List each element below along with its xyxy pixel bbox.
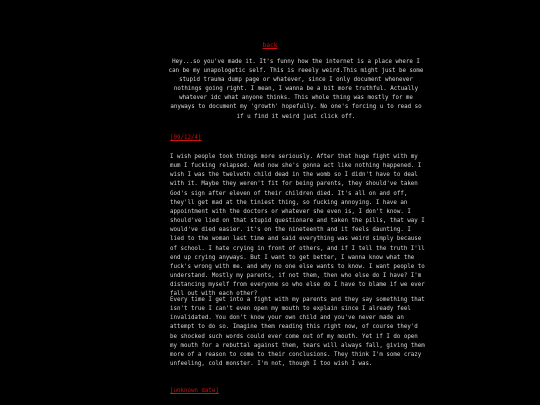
back-link[interactable]: back	[262, 42, 278, 49]
entry-paragraph: Every time I get into a fight with my parents and they say something that isn't true I can't even open my mouth to explain since I already feel invalidated. You don't know your own child and you've never made an attempt to do so. Imagine them reading this right now, of course they'd be shocked such words could ever come out of my mouth. Yet if I do open my mouth for a rebuttal against them, tears will always fall, giving them more of a reason to come to their conclusions. They think I'm some crazy unfeeling, cold monster. I'm not, though I too wish I was.	[170, 297, 425, 368]
entry-paragraph: I wish people took things more seriously. After that huge fight with my mum I fucking relapsed. And now she's gonna act like nothing happened. I wish I was the twelveth child dead in the womb so I didn't have to deal with it. Maybe they weren't fit for being parents, they should've taken God's sign after eleven of their children died. It's all on and off, they'll get mad at the tiniest thing, so fucking annoying. I have an appointment with the doctors or whatever she even is, I don't know. I should've lied on that stupid questionare and taken the pills, that way I would've died easier. it's on the nineteenth and it feels daunting. I lied to the woman last time and said everything was weird simply because of school. I hate crying in front of others, and if I tell the truth I'll end up crying anyways. But I want to get better, I wanna know what the fuck's wrong with me. and why no one else wants to know. I want people to understand. Mostly my parents, if not them, then who else do I have? I'm distancing myself from everyone so who else do I have to blame if we ever fall out with each other?	[170, 154, 425, 298]
entry-date-link[interactable]: [09/12/4]	[170, 135, 202, 141]
intro-text: Hey...so you've made it. It's funny how the internet is a place where I can be my unapologetic self. This is reeely weird.This might just be some stupid trauma dump page or whatever, since I only document whenever nothings going right. I mean, I wanna be a bit more truthful. Actually whatever idc what anyone thinks. This whole thing was mostly for me anyways to document my 'growth' hopefully. No one's forcing u to read so if u find it weird just click off.	[168, 59, 424, 120]
entry-date-link[interactable]: [unknown date]	[170, 388, 219, 394]
